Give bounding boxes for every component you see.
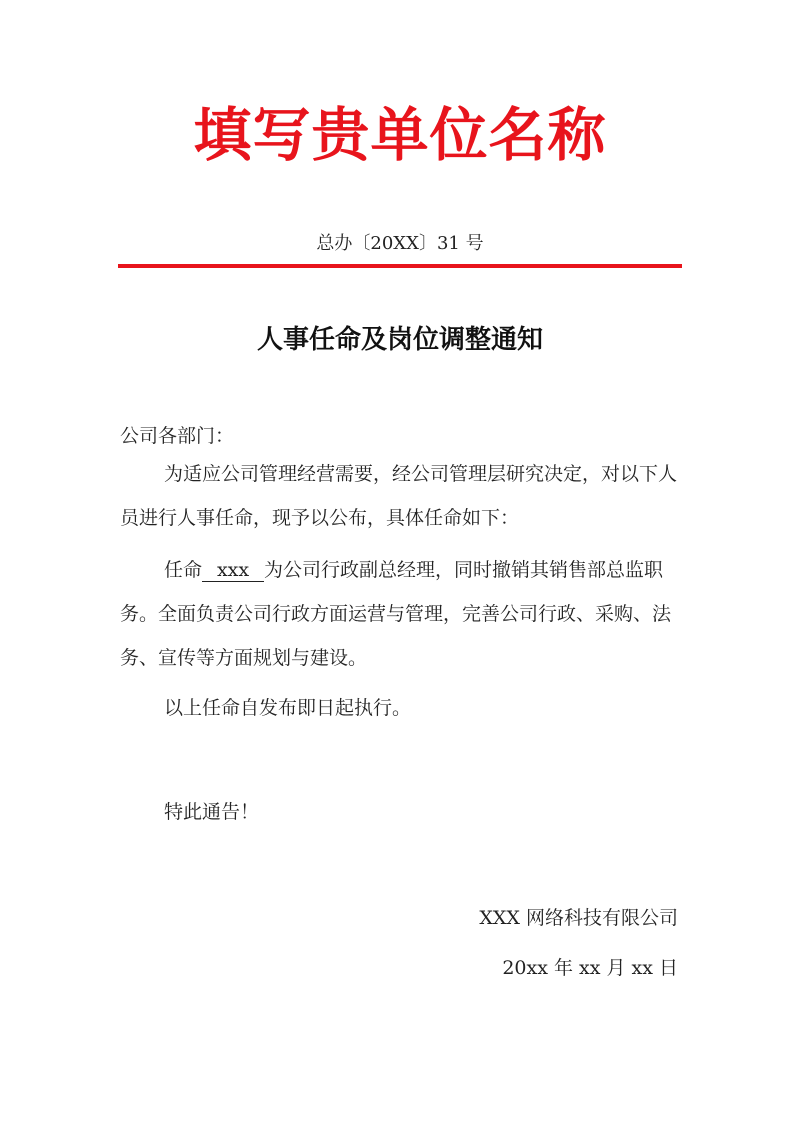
effective-paragraph: 以上任命自发布即日起执行。 [164,697,412,719]
appointment-prefix: 任命 [164,559,203,581]
signature-block [479,896,678,996]
salutation: 公司各部门： [120,425,235,447]
appointee-name-blank: xxx [202,559,264,582]
red-divider-line [118,264,682,268]
notice-title: 人事任命及岗位调整通知 [256,325,543,355]
intro-paragraph: 为适应公司管理经营需要，经公司管理层研究决定，对以下人员进行人事任命，现予以公布，具体任命如下： [120,463,678,529]
signature-company: XXX 网络科技有限公司 [479,907,678,929]
closing-remark: 特此通告！ [164,801,260,823]
appointment-paragraph [120,548,682,680]
appointment-details: 为公司行政副总经理，同时撤销其销售部总监职务。全面负责公司行政方面运营与管理，完善公司行政、采购、法务、宣传等方面规划与建设。 [120,559,672,669]
signature-date: 20xx 年 xx 月 xx 日 [502,957,678,979]
organization-name-header: 填写贵单位名称 [193,101,607,169]
document-number: 总办〔20XX〕31 号 [316,233,484,254]
